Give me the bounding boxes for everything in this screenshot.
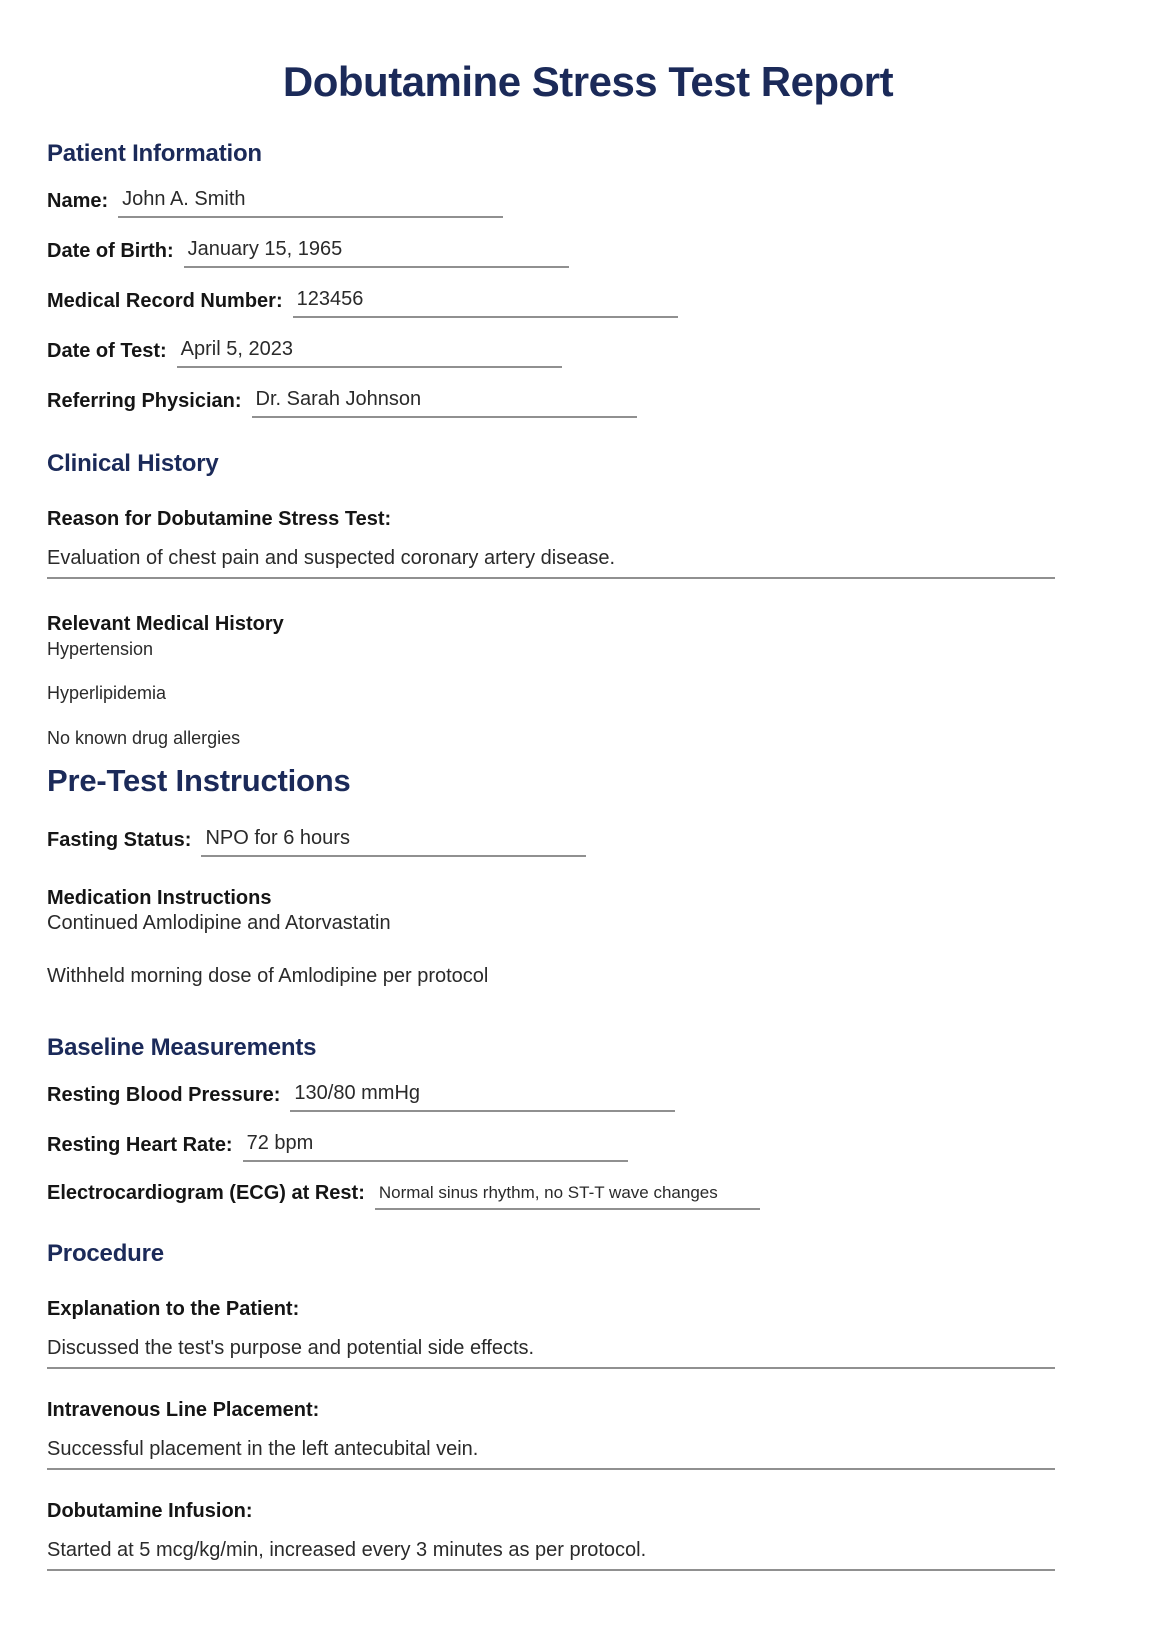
fasting-status-label: Fasting Status: xyxy=(47,829,192,851)
medical-history-item: Hypertension xyxy=(47,639,154,659)
page-title: Dobutamine Stress Test Report xyxy=(282,58,894,105)
field-row-resting-heart-rate xyxy=(47,1132,1129,1162)
resting-heart-rate-field[interactable]: 72 bpm xyxy=(243,1132,628,1162)
ecg-at-rest-field[interactable]: Normal sinus rhythm, no ST-T wave changes xyxy=(375,1183,760,1210)
medication-instruction-item: Withheld morning dose of Amlodipine per protocol xyxy=(47,965,489,987)
medical-history-item: Hyperlipidemia xyxy=(47,683,167,703)
section-heading-pre-test-instructions: Pre-Test Instructions xyxy=(47,763,351,798)
section-heading-clinical-history: Clinical History xyxy=(47,450,219,477)
field-row-referring-physician xyxy=(47,388,1129,418)
referring-physician-label: Referring Physician: xyxy=(47,390,242,412)
medication-instructions-label: Medication Instructions xyxy=(47,887,272,909)
field-row-ecg-at-rest xyxy=(47,1182,1129,1210)
baseline-measurement-fields xyxy=(47,1082,1129,1210)
reason-for-test-field[interactable]: Evaluation of chest pain and suspected coronary artery disease. xyxy=(47,547,1055,579)
section-heading-patient-information: Patient Information xyxy=(47,140,262,167)
section-heading-procedure: Procedure xyxy=(47,1240,164,1267)
ecg-at-rest-label: Electrocardiogram (ECG) at Rest: xyxy=(47,1182,365,1204)
explanation-to-patient-field[interactable]: Discussed the test's purpose and potential side effects. xyxy=(47,1337,1055,1369)
date-of-birth-field[interactable]: January 15, 1965 xyxy=(184,238,569,268)
medical-history-item: No known drug allergies xyxy=(47,728,241,748)
relevant-medical-history-label: Relevant Medical History xyxy=(47,613,284,635)
medication-instruction-item: Continued Amlodipine and Atorvastatin xyxy=(47,912,391,934)
field-row-medical-record-number xyxy=(47,288,1129,318)
dobutamine-infusion-field[interactable]: Started at 5 mcg/kg/min, increased every 3 minutes as per protocol. xyxy=(47,1539,1055,1571)
resting-blood-pressure-field[interactable]: 130/80 mmHg xyxy=(290,1082,675,1112)
date-of-test-label: Date of Test: xyxy=(47,340,167,362)
dobutamine-infusion-label: Dobutamine Infusion: xyxy=(47,1500,253,1522)
medical-record-number-label: Medical Record Number: xyxy=(47,290,283,312)
field-row-name xyxy=(47,188,1129,218)
resting-blood-pressure-label: Resting Blood Pressure: xyxy=(47,1084,281,1106)
date-of-birth-label: Date of Birth: xyxy=(47,240,174,262)
date-of-test-field[interactable]: April 5, 2023 xyxy=(177,338,562,368)
name-label: Name: xyxy=(47,190,109,212)
patient-information-fields xyxy=(47,188,1129,418)
field-row-fasting-status xyxy=(47,827,1129,857)
resting-heart-rate-label: Resting Heart Rate: xyxy=(47,1134,233,1156)
name-field[interactable]: John A. Smith xyxy=(118,188,503,218)
referring-physician-field[interactable]: Dr. Sarah Johnson xyxy=(252,388,637,418)
field-row-date-of-birth xyxy=(47,238,1129,268)
intravenous-line-placement-label: Intravenous Line Placement: xyxy=(47,1399,320,1421)
field-row-date-of-test xyxy=(47,338,1129,368)
explanation-to-patient-label: Explanation to the Patient: xyxy=(47,1298,300,1320)
fasting-status-field[interactable]: NPO for 6 hours xyxy=(201,827,586,857)
field-row-resting-blood-pressure xyxy=(47,1082,1129,1112)
intravenous-line-placement-field[interactable]: Successful placement in the left antecubital vein. xyxy=(47,1438,1055,1470)
medical-record-number-field[interactable]: 123456 xyxy=(293,288,678,318)
reason-for-test-label: Reason for Dobutamine Stress Test: xyxy=(47,508,392,530)
section-heading-baseline-measurements: Baseline Measurements xyxy=(47,1034,317,1061)
